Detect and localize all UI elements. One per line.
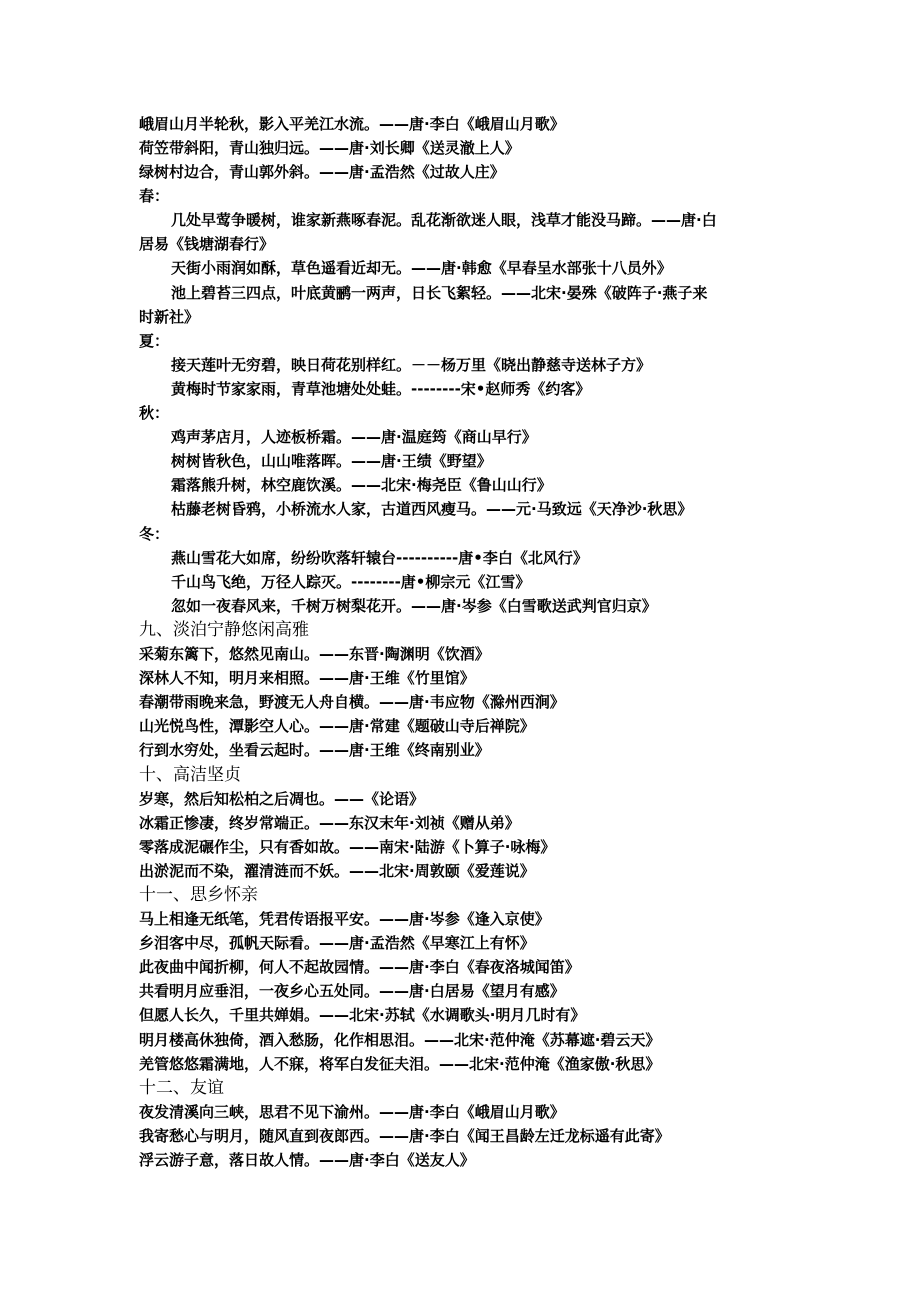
season-label: 秋： [139,404,170,422]
section-heading: 十二、友谊 [139,1078,224,1098]
text-line: 零落成泥碾作尘，只有香如故。——南宋·陆游《卜算子·咏梅》 [139,838,556,856]
text-line: 居易《钱塘湖春行》 [139,235,275,253]
text-line: 羌管悠悠霜满地，人不寐，将军白发征夫泪。——北宋·范仲淹《渔家傲·秋思》 [139,1055,661,1073]
section-heading: 九、淡泊宁静悠闲高雅 [139,620,309,640]
season-label: 夏： [139,332,170,350]
text-line: 行到水穷处，坐看云起时。——唐·王维《终南别业》 [139,741,490,759]
text-line: 夜发清溪向三峡，思君不见下渝州。——唐·李白《峨眉山月歌》 [139,1103,565,1121]
text-line: 鸡声茅店月，人迹板桥霜。——唐·温庭筠《商山早行》 [171,428,537,446]
text-line: 浮云游子意，落日故人情。——唐·李白《送友人》 [139,1151,475,1169]
text-line: 黄梅时节家家雨，青草池塘处处蛙。--------宋•赵师秀《约客》 [171,380,591,398]
text-line: 几处早莺争暖树，谁家新燕啄春泥。乱花渐欲迷人眼，浅草才能没马蹄。——唐·白 [171,211,717,229]
text-line: 此夜曲中闻折柳，何人不起故园情。——唐·李白《春夜洛城闻笛》 [139,958,580,976]
season-label: 冬： [139,525,170,543]
text-line: 马上相逢无纸笔，凭君传语报平安。——唐·岑参《逢入京使》 [139,910,550,928]
text-line: 千山鸟飞绝，万径人踪灭。--------唐•柳宗元《江雪》 [171,573,531,591]
text-line: 峨眉山月半轮秋，影入平羌江水流。——唐·李白《峨眉山月歌》 [139,115,565,133]
text-line: 枯藤老树昏鸦，小桥流水人家，古道西风瘦马。——元·马致远《天净沙·秋思》 [171,500,693,518]
text-line: 冰霜正惨凄，终岁常端正。——东汉末年·刘祯《赠从弟》 [139,814,520,832]
text-line: 岁寒，然后知松柏之后凋也。——《论语》 [139,790,425,808]
text-line: 天街小雨润如酥，草色遥看近却无。——唐·韩愈《早春呈水部张十八员外》 [171,259,672,277]
text-line: 但愿人长久，千里共婵娟。——北宋·苏轼《水调歌头·明月几时有》 [139,1006,586,1024]
text-line: 燕山雪花大如席，纷纷吹落轩辕台----------唐•李白《北风行》 [171,549,588,567]
text-line: 出淤泥而不染，濯清涟而不妖。——北宋·周敦颐《爱莲说》 [139,862,535,880]
season-label: 春： [139,187,170,205]
text-line: 山光悦鸟性，潭影空人心。——唐·常建《题破山寺后禅院》 [139,717,535,735]
text-line: 我寄愁心与明月，随风直到夜郎西。——唐·李白《闻王昌龄左迁龙标遥有此寄》 [139,1127,670,1145]
text-line: 明月楼高休独倚，酒入愁肠，化作相思泪。——北宋·范仲淹《苏幕遮·碧云天》 [139,1031,661,1049]
text-line: 采菊东篱下，悠然见南山。——东晋·陶渊明《饮酒》 [139,645,490,663]
text-line: 共看明月应垂泪，一夜乡心五处同。——唐·白居易《望月有感》 [139,982,565,1000]
text-line: 春潮带雨晚来急，野渡无人舟自横。——唐·韦应物《滁州西涧》 [139,693,565,711]
text-line: 接天莲叶无穷碧，映日荷花别样红。－－杨万里《晓出静慈寺送林子方》 [171,356,652,374]
text-line: 乡泪客中尽，孤帆天际看。——唐·孟浩然《早寒江上有怀》 [139,934,535,952]
section-heading: 十、高洁坚贞 [139,765,241,785]
text-line: 池上碧苔三四点，叶底黄鹂一两声，日长飞絮轻。——北宋·晏殊《破阵子·燕子来 [171,284,708,302]
text-line: 深林人不知，明月来相照。——唐·王维《竹里馆》 [139,669,475,687]
text-line: 时新社》 [139,308,200,326]
text-line: 荷笠带斜阳，青山独归远。——唐·刘长卿《送灵澈上人》 [139,139,520,157]
text-line: 霜落熊升树，林空鹿饮溪。——北宋·梅尧臣《鲁山山行》 [171,476,552,494]
section-heading: 十一、思乡怀亲 [139,885,258,905]
text-line: 树树皆秋色，山山唯落晖。——唐·王绩《野望》 [171,452,492,470]
text-line: 忽如一夜春风来，千树万树梨花开。——唐·岑参《白雪歌送武判官归京》 [171,597,657,615]
text-line: 绿树村边合，青山郭外斜。——唐·孟浩然《过故人庄》 [139,163,505,181]
